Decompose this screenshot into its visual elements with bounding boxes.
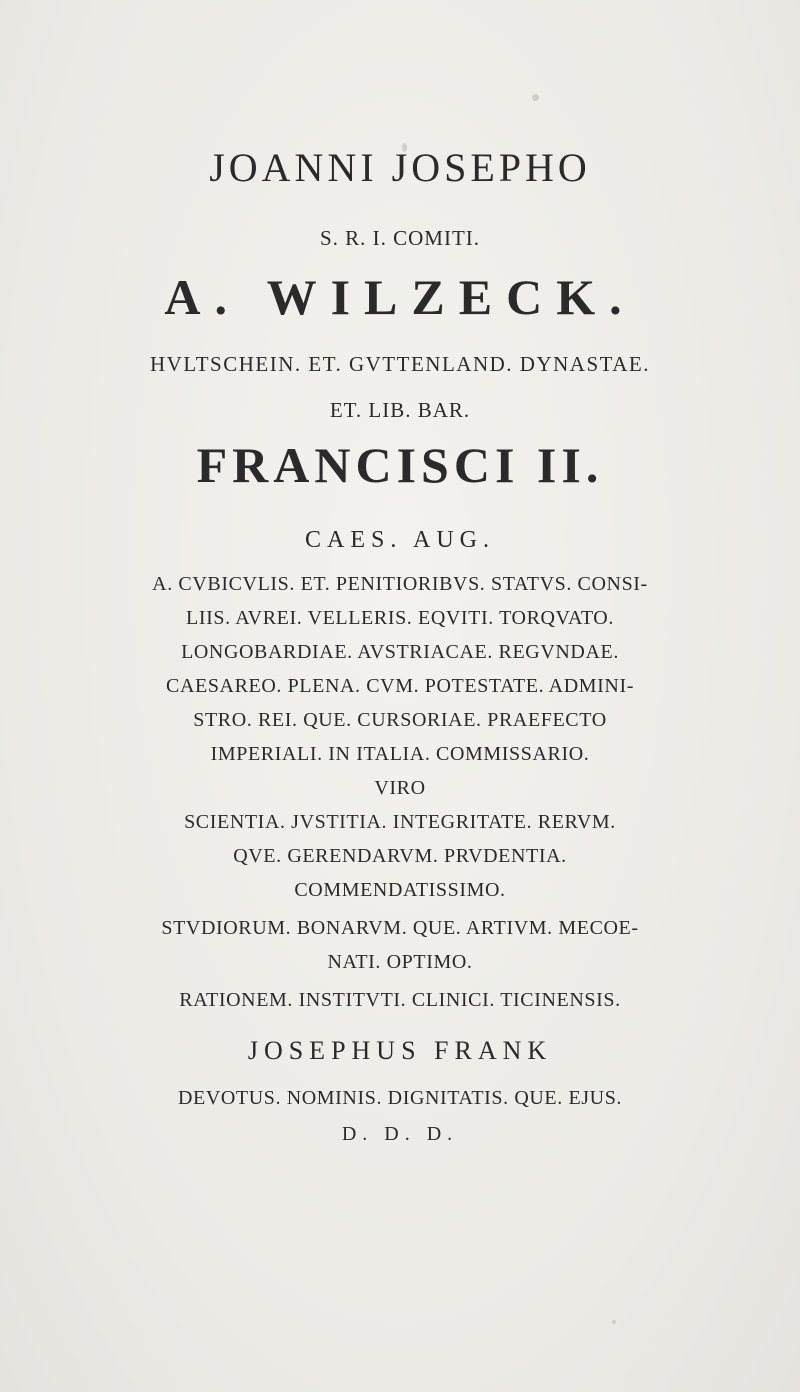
dedication-text-line: VIRO [374,777,426,799]
dedication-text-line: A. CVBICVLIS. ET. PENITIORIBVS. STATVS. CONSI- [152,573,648,595]
dedication-text-line: QVE. GERENDARVM. PRVDENTIA. [233,845,567,867]
dedication-text-line: STVDIORUM. BONARVM. QUE. ARTIVM. MECOE- [161,917,639,939]
dedication-text-line: CAESAREO. PLENA. CVM. POTESTATE. ADMINI- [166,675,634,697]
dedication-text-line: IMPERIALI. IN ITALIA. COMMISSARIO. [210,743,590,765]
author-name: JOSEPHUS FRANK [247,1036,553,1065]
dedicatee-title: S. R. I. COMITI. [319,226,481,250]
dedication-text-line: SCIENTIA. JVSTITIA. INTEGRITATE. RERVM. [184,811,616,833]
dedication-text-line: RATIONEM. INSTITVTI. CLINICI. TICINENSIS. [179,989,621,1011]
ink-speck [532,94,539,101]
dedicatee-surname: A. WILZECK. [164,269,636,325]
emperor-title: CAES. AUG. [304,527,496,553]
dedication-text-line: STRO. REI. QUE. CURSORIAE. PRAEFECTO [193,709,607,731]
ink-speck [612,1320,616,1324]
dedicatee-domains: HVLTSCHEIN. ET. GVTTENLAND. DYNASTAE. [149,352,651,376]
dedication-text-line: LONGOBARDIAE. AVSTRIACAE. REGVNDAE. [181,641,619,663]
emperor-name: FRANCISCI II. [196,437,604,493]
dedication-formula: D. D. D. [341,1123,459,1145]
dedication-text-line: NATI. OPTIMO. [327,951,473,973]
dedication-text-line: LIIS. AVREI. VELLERIS. EQVITI. TORQVATO. [186,607,614,629]
dedication-text-line: COMMENDATISSIMO. [294,879,506,901]
dedication-closing: DEVOTUS. NOMINIS. DIGNITATIS. QUE. EJUS. [177,1087,623,1109]
dedicatee-rank: ET. LIB. BAR. [329,398,471,422]
dedicatee-first-name: JOANNI JOSEPHO [209,145,591,190]
